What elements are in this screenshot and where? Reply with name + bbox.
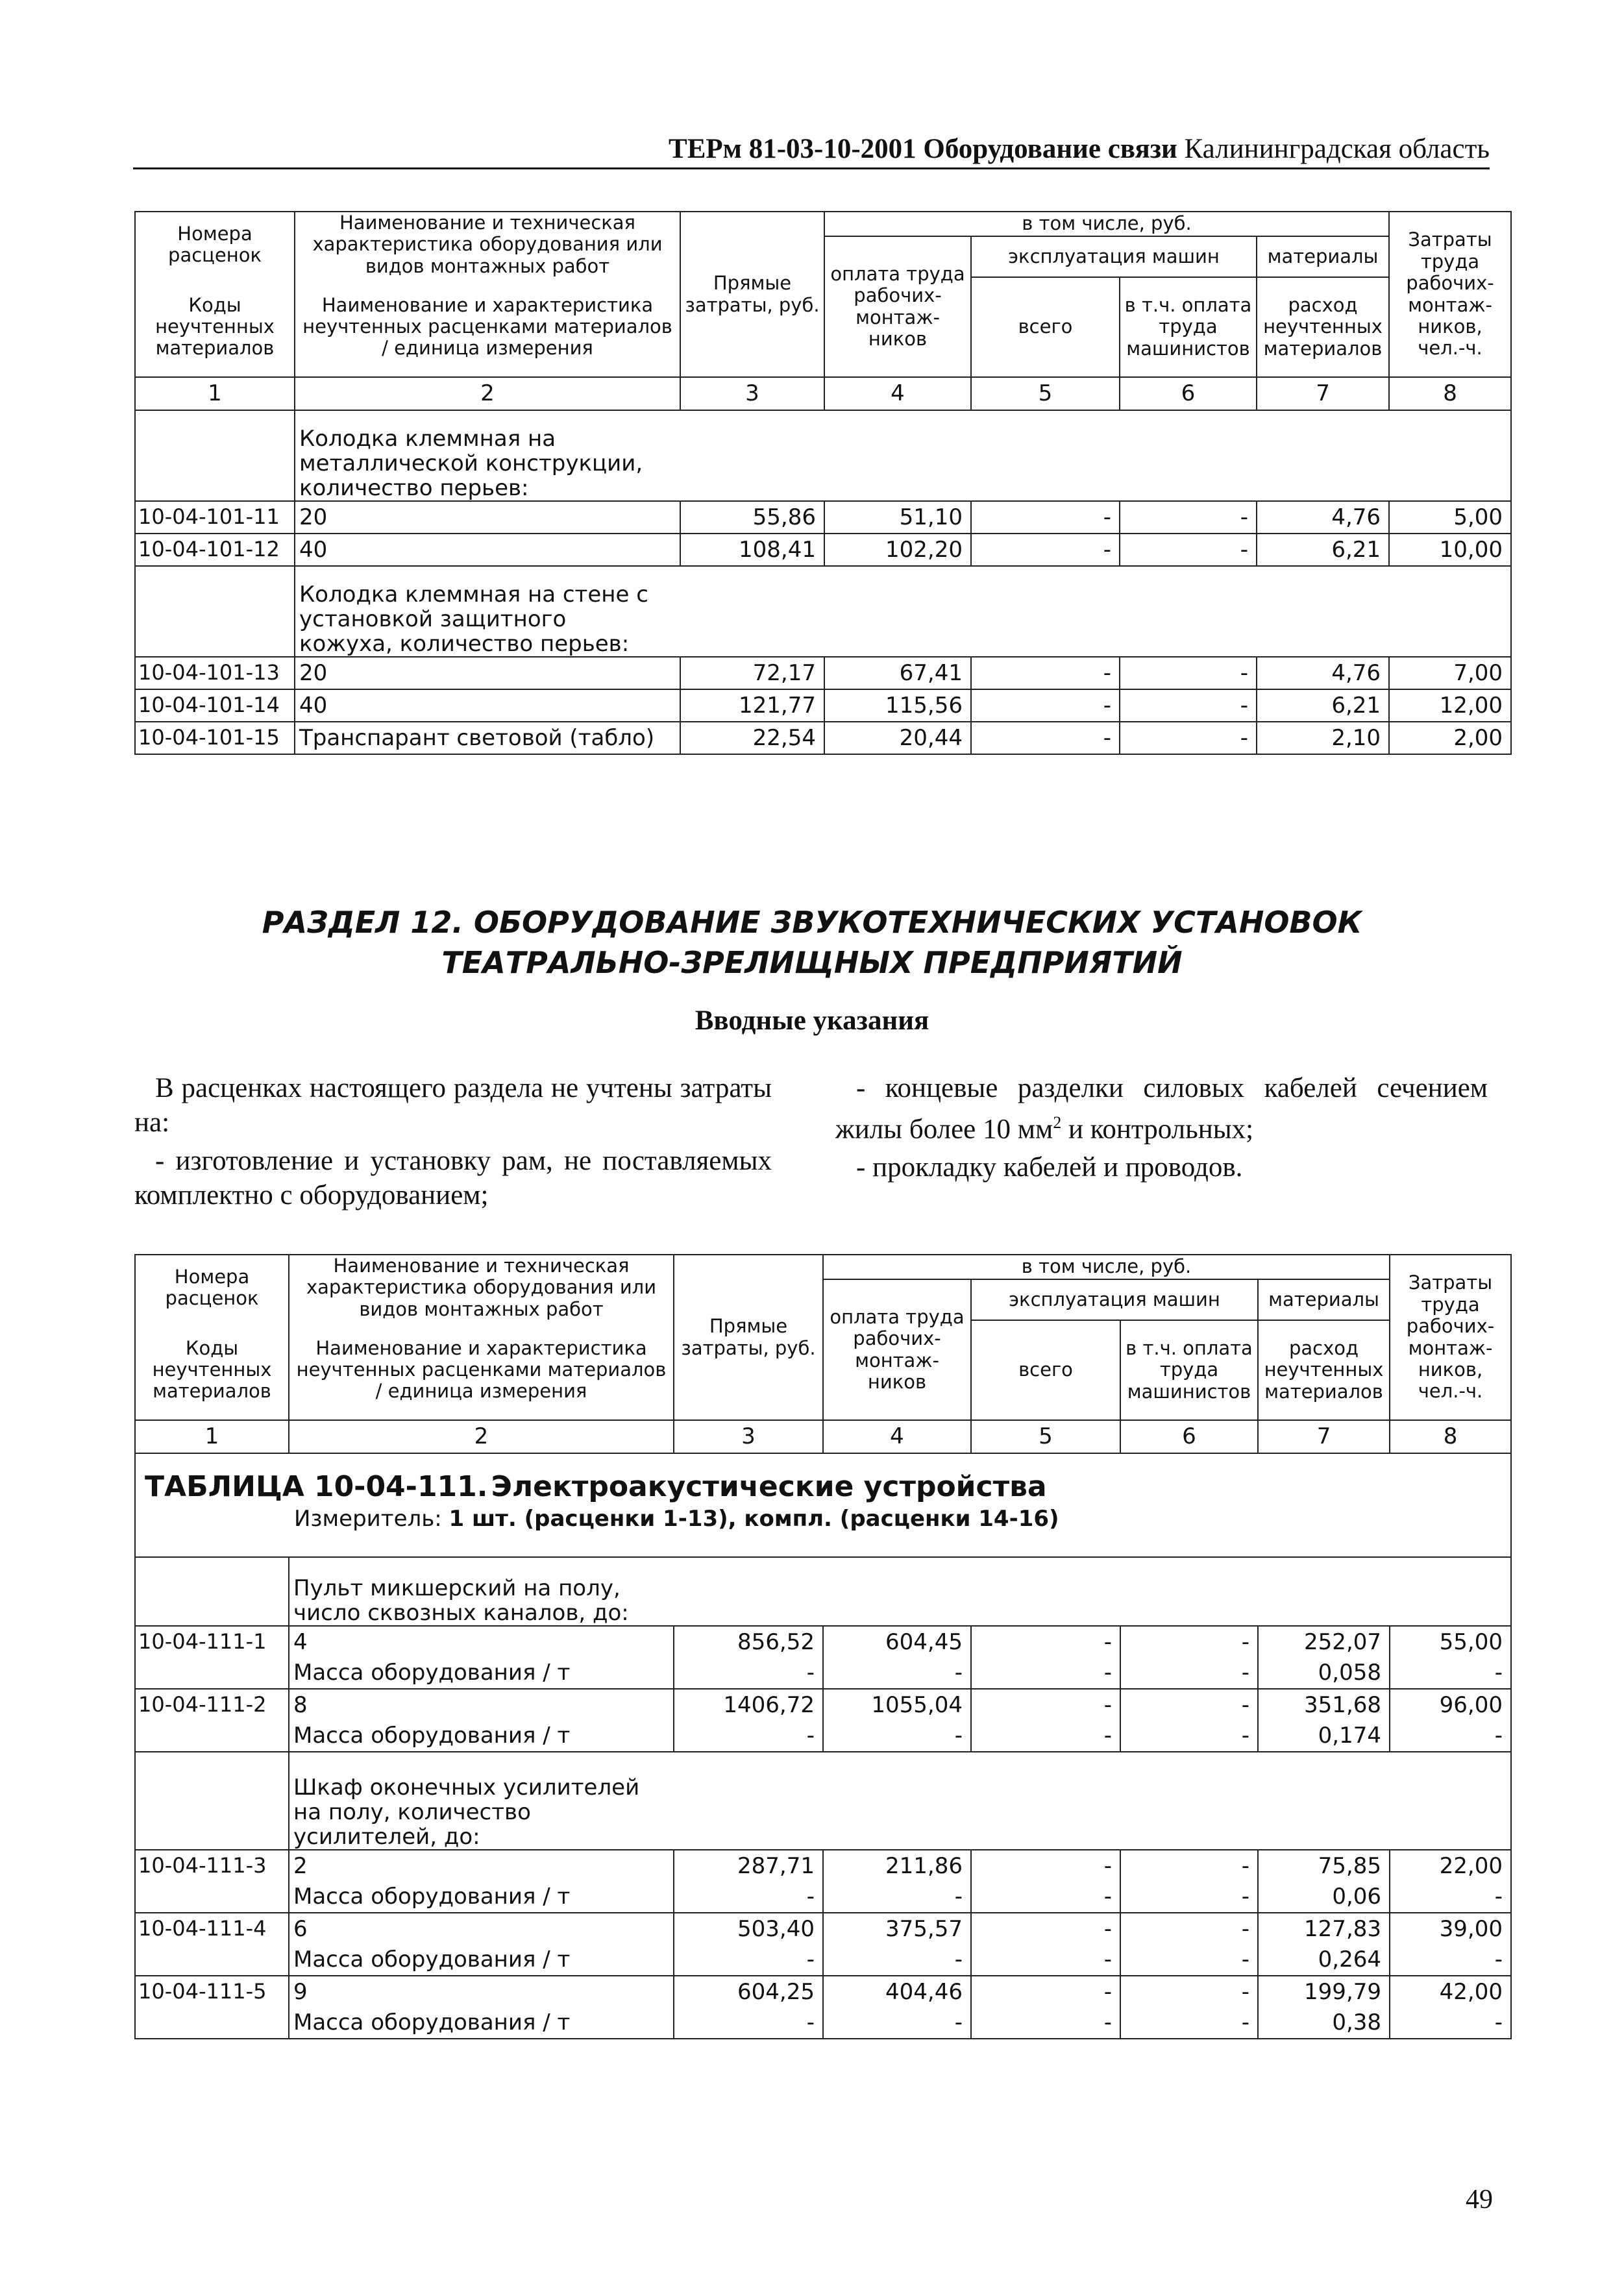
table-cell: 6 [289,1913,674,1945]
table-cell: - [1120,501,1257,534]
hdr-machines: эксплуатация машин [971,1279,1258,1320]
rates-table-1 [134,211,1512,755]
col-num: 3 [680,377,824,410]
col-num: 8 [1389,377,1511,410]
table-cell: - [971,689,1120,722]
table-cell: Масса оборудования / т [289,1882,674,1913]
table-row-mass [135,2008,1511,2039]
hdr-direct: Прямые затраты, руб. [674,1255,823,1420]
table-cell: 4,76 [1257,501,1389,534]
table-cell: 42,00 [1390,1976,1511,2008]
table-cell: 7,00 [1389,657,1511,689]
hdr-machines-total: всего [971,277,1120,377]
table-cell: 0,06 [1258,1882,1390,1913]
table-cell: 10-04-111-4 [135,1913,289,1945]
doc-code: ТЕРм 81-03-10-2001 [669,134,917,164]
col-num: 7 [1258,1420,1390,1453]
table-row [135,1850,1511,1882]
table-cell: 4,76 [1257,657,1389,689]
table-cell: 6,21 [1257,534,1389,566]
table-cell: 0,174 [1258,1721,1390,1752]
intro-left-column [134,1071,772,1216]
table-cell: - [1390,2008,1511,2039]
group-heading: Колодка клеммная на стене с установкой защитного кожуха, количество перьев: [295,566,1511,657]
table-cell: 604,45 [823,1626,971,1658]
table-cell: Масса оборудования / т [289,2008,674,2039]
hdr-labor-cost: Затраты труда рабочих-монтаж-ников, чел.-ч. [1389,212,1511,377]
table-cell: 39,00 [1390,1913,1511,1945]
group-heading: Шкаф оконечных усилителей на полу, количество усилителей, до: [289,1752,1511,1850]
table-row [135,1976,1511,2008]
table-cell: - [1120,1689,1258,1721]
table-cell: 121,77 [680,689,824,722]
table-cell: - [971,1721,1120,1752]
table-cell: - [1120,689,1257,722]
table-cell: 51,10 [824,501,971,534]
table-cell: 375,57 [823,1913,971,1945]
table-cell: - [674,1882,823,1913]
doc-topic: Оборудование связи [923,134,1177,164]
table-cell: - [971,2008,1120,2039]
table-cell: - [823,2008,971,2039]
group-heading: Колодка клеммная на металлической конструкции, количество перьев: [295,410,1511,501]
col-num: 6 [1120,1420,1258,1453]
hdr-labor-cost: Затраты труда рабочих-монтаж-ников, чел.-ч. [1390,1255,1511,1420]
table-cell: - [1120,1850,1258,1882]
table-row [135,722,1511,754]
table-cell: 22,54 [680,722,824,754]
col-num: 5 [971,377,1120,410]
table-cell: 1055,04 [823,1689,971,1721]
hdr-code-top: Номера расценок [135,1255,289,1320]
intro-title: Вводные указания [695,1005,929,1036]
table-cell: 351,68 [1258,1689,1390,1721]
table-cell: - [1390,1721,1511,1752]
col-num: 2 [289,1420,674,1453]
table-cell: 604,25 [674,1976,823,2008]
table-cell: 4 [289,1626,674,1658]
table-cell: - [971,1626,1120,1658]
hdr-labor-pay: оплата труда рабочих-монтаж-ников [824,236,971,377]
table-cell: 10-04-111-2 [135,1689,289,1721]
section-title: РАЗДЕЛ 12. ОБОРУДОВАНИЕ ЗВУКОТЕХНИЧЕСКИХ УСТАНОВОК ТЕАТРАЛЬНО-ЗРЕЛИЩНЫХ ПРЕДПРИЯТИЙ [262,905,1362,980]
hdr-name-top: Наименование и техническая характеристика оборудования или видов монтажных работ [289,1255,674,1320]
table-row [135,501,1511,534]
table-cell: 115,56 [824,689,971,722]
page-number: 49 [1466,2185,1493,2215]
col-num: 5 [971,1420,1120,1453]
table-cell: 2,00 [1389,722,1511,754]
hdr-machines-total: всего [971,1320,1120,1420]
table-cell: 9 [289,1976,674,2008]
table-cell: 10-04-101-11 [135,501,295,534]
table-row-mass [135,1721,1511,1752]
table-row [135,657,1511,689]
hdr-materials-consumption: расход неучтенных материалов [1258,1320,1390,1420]
table-row [135,534,1511,566]
table-cell: 20 [295,657,680,689]
table-cell: 2,10 [1257,722,1389,754]
hdr-code-bottom: Коды неучтенных материалов [135,277,295,377]
table-cell: 22,00 [1390,1850,1511,1882]
table-cell: - [971,1658,1120,1689]
hdr-labor-pay: оплата труда рабочих-монтаж-ников [823,1279,971,1420]
table-title-number: 10-04-111. [314,1470,488,1504]
col-num: 1 [135,1420,289,1453]
intro-paragraph: В расценках настоящего раздела не учтены затраты на: [134,1073,772,1138]
table-cell: 20,44 [824,722,971,754]
table-cell: Масса оборудования / т [289,1721,674,1752]
table-cell: 2 [289,1850,674,1882]
hdr-materials: материалы [1257,236,1389,277]
hdr-materials-consumption: расход неучтенных материалов [1257,277,1389,377]
table-cell: - [823,1721,971,1752]
group-heading: Пульт микшерский на полу, число сквозных каналов, до: [289,1557,1511,1626]
table-cell: 8 [289,1689,674,1721]
hdr-code-top: Номера расценок [135,212,295,277]
col-num: 2 [295,377,680,410]
table-row [135,689,1511,722]
table-cell: 0,058 [1258,1658,1390,1689]
hdr-incl: в том числе, руб. [824,212,1389,236]
table-cell: 6,21 [1257,689,1389,722]
table-caption [135,1453,1511,1557]
col-num: 7 [1257,377,1389,410]
table-cell: - [1390,1945,1511,1976]
table-cell: - [674,2008,823,2039]
table-cell: 72,17 [680,657,824,689]
table-cell: Транспарант световой (табло) [295,722,680,754]
table-measure: Измеритель: 1 шт. (расценки 1-13), компл. (расценки 14-16) [294,1506,1059,1532]
table-cell: 10-04-111-1 [135,1626,289,1658]
rates-table-2 [134,1254,1512,2039]
table-cell: 404,46 [823,1976,971,2008]
col-num: 1 [135,377,295,410]
col-num: 8 [1390,1420,1511,1453]
table-cell: 10,00 [1389,534,1511,566]
col-num: 3 [674,1420,823,1453]
table-cell: Масса оборудования / т [289,1658,674,1689]
table-cell: - [971,1913,1120,1945]
table-cell: 10-04-111-5 [135,1976,289,2008]
table-cell: - [1120,1976,1258,2008]
table-cell: 252,07 [1258,1626,1390,1658]
table-cell: - [1120,1658,1258,1689]
table-cell: - [1120,1882,1258,1913]
hdr-machines: эксплуатация машин [971,236,1257,277]
table-cell: - [674,1721,823,1752]
table-row-mass [135,1658,1511,1689]
table-cell: - [674,1945,823,1976]
table-cell: - [1120,722,1257,754]
table-cell: 127,83 [1258,1913,1390,1945]
table-cell: - [1390,1882,1511,1913]
table-cell: 199,79 [1258,1976,1390,2008]
table-row [135,1913,1511,1945]
table-cell: - [971,501,1120,534]
col-num: 4 [824,377,971,410]
table-cell: - [823,1882,971,1913]
table-cell: - [971,1945,1120,1976]
table-row-mass [135,1882,1511,1913]
table-cell: 102,20 [824,534,971,566]
table-cell: - [971,657,1120,689]
table-cell: 55,00 [1390,1626,1511,1658]
table-cell: - [1120,1945,1258,1976]
intro-right-column [835,1071,1488,1188]
table-cell: - [1120,2008,1258,2039]
table-cell: 0,264 [1258,1945,1390,1976]
hdr-materials: материалы [1258,1279,1390,1320]
intro-paragraph: - прокладку кабелей и проводов. [856,1152,1243,1183]
table-cell: - [971,722,1120,754]
hdr-name-bottom: Наименование и характеристика неучтенных расценками материалов / единица измерения [295,277,680,377]
table-cell: 503,40 [674,1913,823,1945]
table-cell: 0,38 [1258,2008,1390,2039]
table-cell: - [674,1658,823,1689]
table-cell: 856,52 [674,1626,823,1658]
table-cell: 1406,72 [674,1689,823,1721]
hdr-name-top: Наименование и техническая характеристика оборудования или видов монтажных работ [295,212,680,277]
col-num: 4 [823,1420,971,1453]
table-cell: - [823,1945,971,1976]
table-cell: - [971,1882,1120,1913]
table-cell: Масса оборудования / т [289,1945,674,1976]
table-cell: 108,41 [680,534,824,566]
table-cell: 67,41 [824,657,971,689]
table-cell: 75,85 [1258,1850,1390,1882]
table-row [135,1689,1511,1721]
table-cell: - [1120,1913,1258,1945]
table-cell: - [1390,1658,1511,1689]
table-cell: - [971,1976,1120,2008]
table-cell: 20 [295,501,680,534]
table-cell: - [1120,534,1257,566]
hdr-direct: Прямые затраты, руб. [680,212,824,377]
table-cell: 5,00 [1389,501,1511,534]
table-row [135,1626,1511,1658]
table-cell: - [1120,657,1257,689]
hdr-code-bottom: Коды неучтенных материалов [135,1320,289,1420]
table-cell: - [971,1689,1120,1721]
intro-paragraph: - концевые разделки силовых кабелей сечением жилы более 10 $мм^2$ и контрольных; [835,1073,1488,1145]
table-cell: 10-04-111-3 [135,1850,289,1882]
table-title-word: ТАБЛИЦА [145,1470,304,1504]
table-cell: - [823,1658,971,1689]
hdr-machines-pay: в т.ч. оплата труда машинистов [1120,1320,1258,1420]
table-cell: 55,86 [680,501,824,534]
hdr-machines-pay: в т.ч. оплата труда машинистов [1120,277,1257,377]
table-cell: 10-04-101-12 [135,534,295,566]
table-cell: 10-04-101-13 [135,657,295,689]
table-cell: - [971,534,1120,566]
hdr-incl: в том числе, руб. [823,1255,1390,1279]
table-cell: 211,86 [823,1850,971,1882]
table-title-text: Электроакустические устройства [491,1470,1047,1504]
intro-paragraph: - изготовление и установку рам, не поставляемых комплектно с оборудованием; [134,1146,772,1211]
table-cell: 10-04-101-14 [135,689,295,722]
doc-region: Калининградская область [1184,134,1490,164]
table-cell: 287,71 [674,1850,823,1882]
table-cell: 12,00 [1389,689,1511,722]
table-cell: - [1120,1626,1258,1658]
table-cell: - [971,1850,1120,1882]
table-cell: 40 [295,689,680,722]
hdr-name-bottom: Наименование и характеристика неучтенных расценками материалов / единица измерения [289,1320,674,1420]
table-cell: 40 [295,534,680,566]
table-cell: - [1120,1721,1258,1752]
col-num: 6 [1120,377,1257,410]
table-cell: 10-04-101-15 [135,722,295,754]
table-row-mass [135,1945,1511,1976]
running-header [133,133,1490,169]
table-cell: 96,00 [1390,1689,1511,1721]
